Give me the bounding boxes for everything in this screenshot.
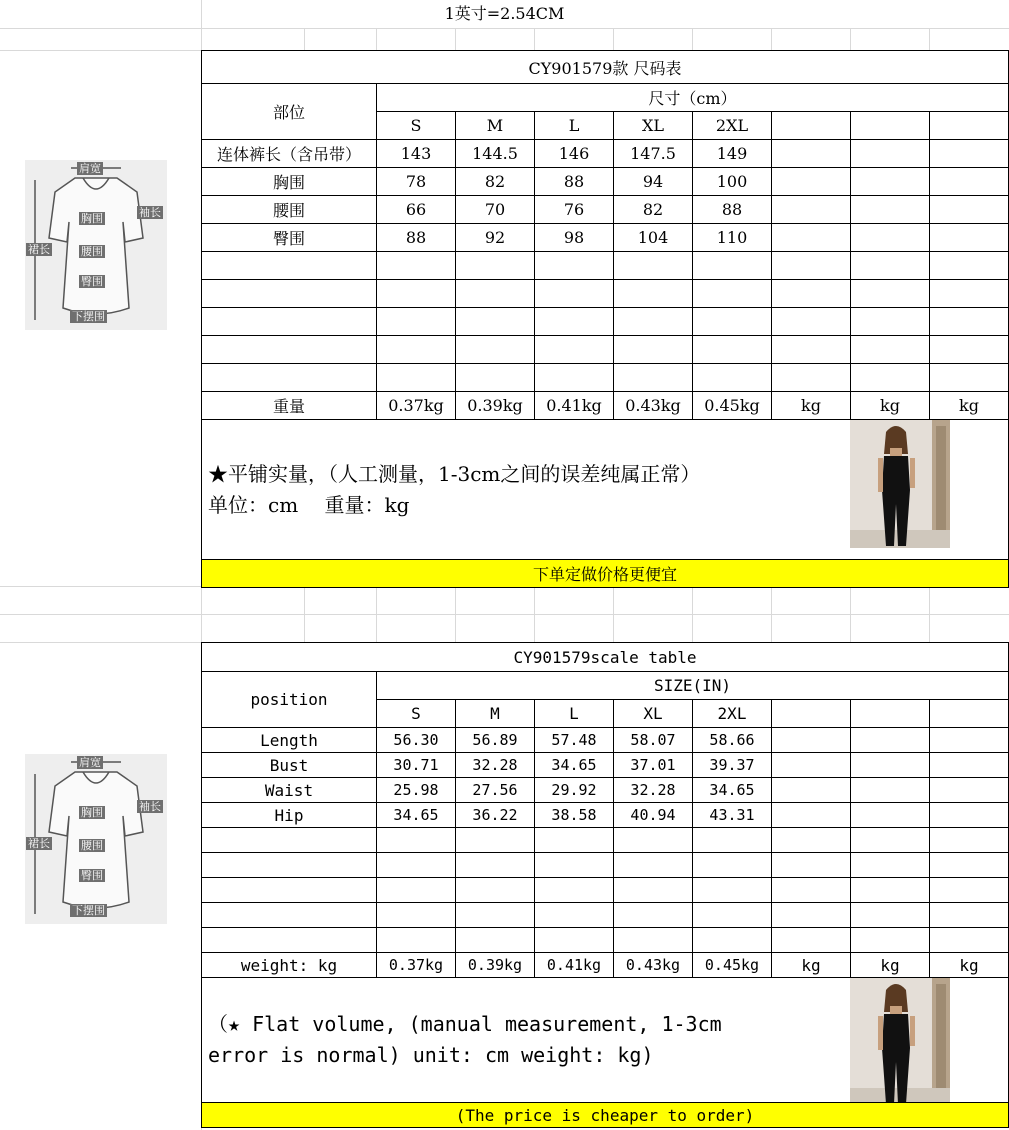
weight-value: kg	[851, 392, 930, 420]
diagram-label-length: 裙长	[28, 837, 50, 850]
row-label: 连体裤长（含吊带）	[202, 140, 377, 168]
size-header: 尺寸（cm）	[377, 84, 1009, 112]
cell-value: 58.66	[693, 728, 772, 753]
weight-value: 0.37kg	[377, 392, 456, 420]
size-label: S	[377, 112, 456, 140]
weight-label: 重量	[202, 392, 377, 420]
weight-value: kg	[930, 953, 1009, 978]
row-label: Bust	[202, 753, 377, 778]
table-row	[202, 224, 1009, 252]
cell-value: 143	[377, 140, 456, 168]
cell-value: 29.92	[535, 778, 614, 803]
size-label: 2XL	[693, 700, 772, 728]
weight-row	[202, 392, 1009, 420]
cell-value: 88	[377, 224, 456, 252]
weight-value: kg	[772, 953, 851, 978]
garment-measurement-diagram	[25, 160, 167, 330]
weight-value: 0.43kg	[614, 953, 693, 978]
diagram-label-sleeve: 袖长	[139, 800, 161, 813]
cell-value: 149	[693, 140, 772, 168]
weight-value: 0.45kg	[693, 392, 772, 420]
measurement-note	[202, 420, 1009, 560]
cell-value: 34.65	[693, 778, 772, 803]
diagram-label-waist: 腰围	[81, 839, 103, 852]
cell-value: 146	[535, 140, 614, 168]
row-label: 胸围	[202, 168, 377, 196]
cell-value: 58.07	[614, 728, 693, 753]
row-label: Hip	[202, 803, 377, 828]
diagram-label-hip: 臀围	[81, 869, 103, 882]
weight-label: weight: kg	[202, 953, 377, 978]
row-label: 腰围	[202, 196, 377, 224]
cell-value: 88	[535, 168, 614, 196]
table-row	[202, 728, 1009, 753]
part-header: position	[202, 672, 377, 728]
diagram-label-shoulder: 肩宽	[79, 756, 101, 769]
chart-title: CY901579款 尺码表	[202, 51, 1009, 84]
weight-value: 0.41kg	[535, 953, 614, 978]
note-line-1: （★ Flat volume, (manual measurement, 1-3cm	[208, 1012, 722, 1036]
cell-value: 94	[614, 168, 693, 196]
table-row	[202, 753, 1009, 778]
cell-value: 34.65	[535, 753, 614, 778]
cell-value: 39.37	[693, 753, 772, 778]
note-line-2: error is normal) unit: cm weight: kg)	[208, 1043, 654, 1067]
cell-value: 76	[535, 196, 614, 224]
size-label: XL	[614, 112, 693, 140]
weight-value: 0.41kg	[535, 392, 614, 420]
cell-value: 38.58	[535, 803, 614, 828]
price-banner: 下单定做价格更便宜	[202, 560, 1009, 588]
size-label: M	[456, 700, 535, 728]
part-header: 部位	[202, 84, 377, 140]
weight-value: 0.45kg	[693, 953, 772, 978]
cell-value: 34.65	[377, 803, 456, 828]
size-label: L	[535, 700, 614, 728]
row-label: Waist	[202, 778, 377, 803]
diagram-label-hem: 下摆围	[72, 904, 105, 917]
weight-value: kg	[851, 953, 930, 978]
measurement-note	[202, 978, 1009, 1103]
weight-value: 0.43kg	[614, 392, 693, 420]
cell-value: 104	[614, 224, 693, 252]
size-chart-cm	[201, 50, 1009, 588]
cell-value: 36.22	[456, 803, 535, 828]
diagram-label-sleeve: 袖长	[139, 206, 161, 219]
price-banner: (The price is cheaper to order)	[202, 1103, 1009, 1128]
cell-value: 56.30	[377, 728, 456, 753]
garment-measurement-diagram	[25, 754, 167, 924]
cell-value: 32.28	[614, 778, 693, 803]
size-label: M	[456, 112, 535, 140]
weight-value: 0.37kg	[377, 953, 456, 978]
weight-value: 0.39kg	[456, 392, 535, 420]
table-row	[202, 196, 1009, 224]
cell-value: 37.01	[614, 753, 693, 778]
diagram-label-hem: 下摆围	[72, 310, 105, 323]
size-label: 2XL	[693, 112, 772, 140]
size-label: S	[377, 700, 456, 728]
table-row	[202, 168, 1009, 196]
cell-value: 100	[693, 168, 772, 196]
cell-value: 110	[693, 224, 772, 252]
chart-title: CY901579scale table	[202, 643, 1009, 672]
cell-value: 57.48	[535, 728, 614, 753]
diagram-label-chest: 胸围	[81, 806, 103, 819]
diagram-label-length: 裙长	[28, 243, 50, 256]
model-photo	[850, 420, 950, 548]
size-label: XL	[614, 700, 693, 728]
diagram-label-hip: 臀围	[81, 275, 103, 288]
cell-value: 43.31	[693, 803, 772, 828]
table-row	[202, 140, 1009, 168]
weight-value: kg	[930, 392, 1009, 420]
cell-value: 25.98	[377, 778, 456, 803]
weight-value: 0.39kg	[456, 953, 535, 978]
cell-value: 147.5	[614, 140, 693, 168]
cell-value: 144.5	[456, 140, 535, 168]
cell-value: 70	[456, 196, 535, 224]
cell-value: 32.28	[456, 753, 535, 778]
diagram-label-waist: 腰围	[81, 245, 103, 258]
weight-value: kg	[772, 392, 851, 420]
cell-value: 98	[535, 224, 614, 252]
cell-value: 82	[456, 168, 535, 196]
cell-value: 30.71	[377, 753, 456, 778]
size-label: L	[535, 112, 614, 140]
note-line-2: 单位：cm 重量：kg	[208, 492, 410, 517]
diagram-label-chest: 胸围	[81, 212, 103, 225]
note-line-1: ★平铺实量，（人工测量，1-3cm之间的误差纯属正常）	[208, 461, 701, 486]
cell-value: 88	[693, 196, 772, 224]
size-chart-inches	[201, 642, 1009, 1128]
cell-value: 56.89	[456, 728, 535, 753]
cell-value: 40.94	[614, 803, 693, 828]
row-label: Length	[202, 728, 377, 753]
cell-value: 78	[377, 168, 456, 196]
weight-row	[202, 953, 1009, 978]
cell-value: 82	[614, 196, 693, 224]
row-label: 臀围	[202, 224, 377, 252]
inch-conversion-header: 1英寸=2.54CM	[444, 4, 565, 23]
model-photo	[850, 978, 950, 1103]
table-row	[202, 778, 1009, 803]
size-header: SIZE(IN)	[377, 672, 1009, 700]
cell-value: 92	[456, 224, 535, 252]
table-row	[202, 803, 1009, 828]
cell-value: 66	[377, 196, 456, 224]
cell-value: 27.56	[456, 778, 535, 803]
diagram-label-shoulder: 肩宽	[79, 162, 101, 175]
